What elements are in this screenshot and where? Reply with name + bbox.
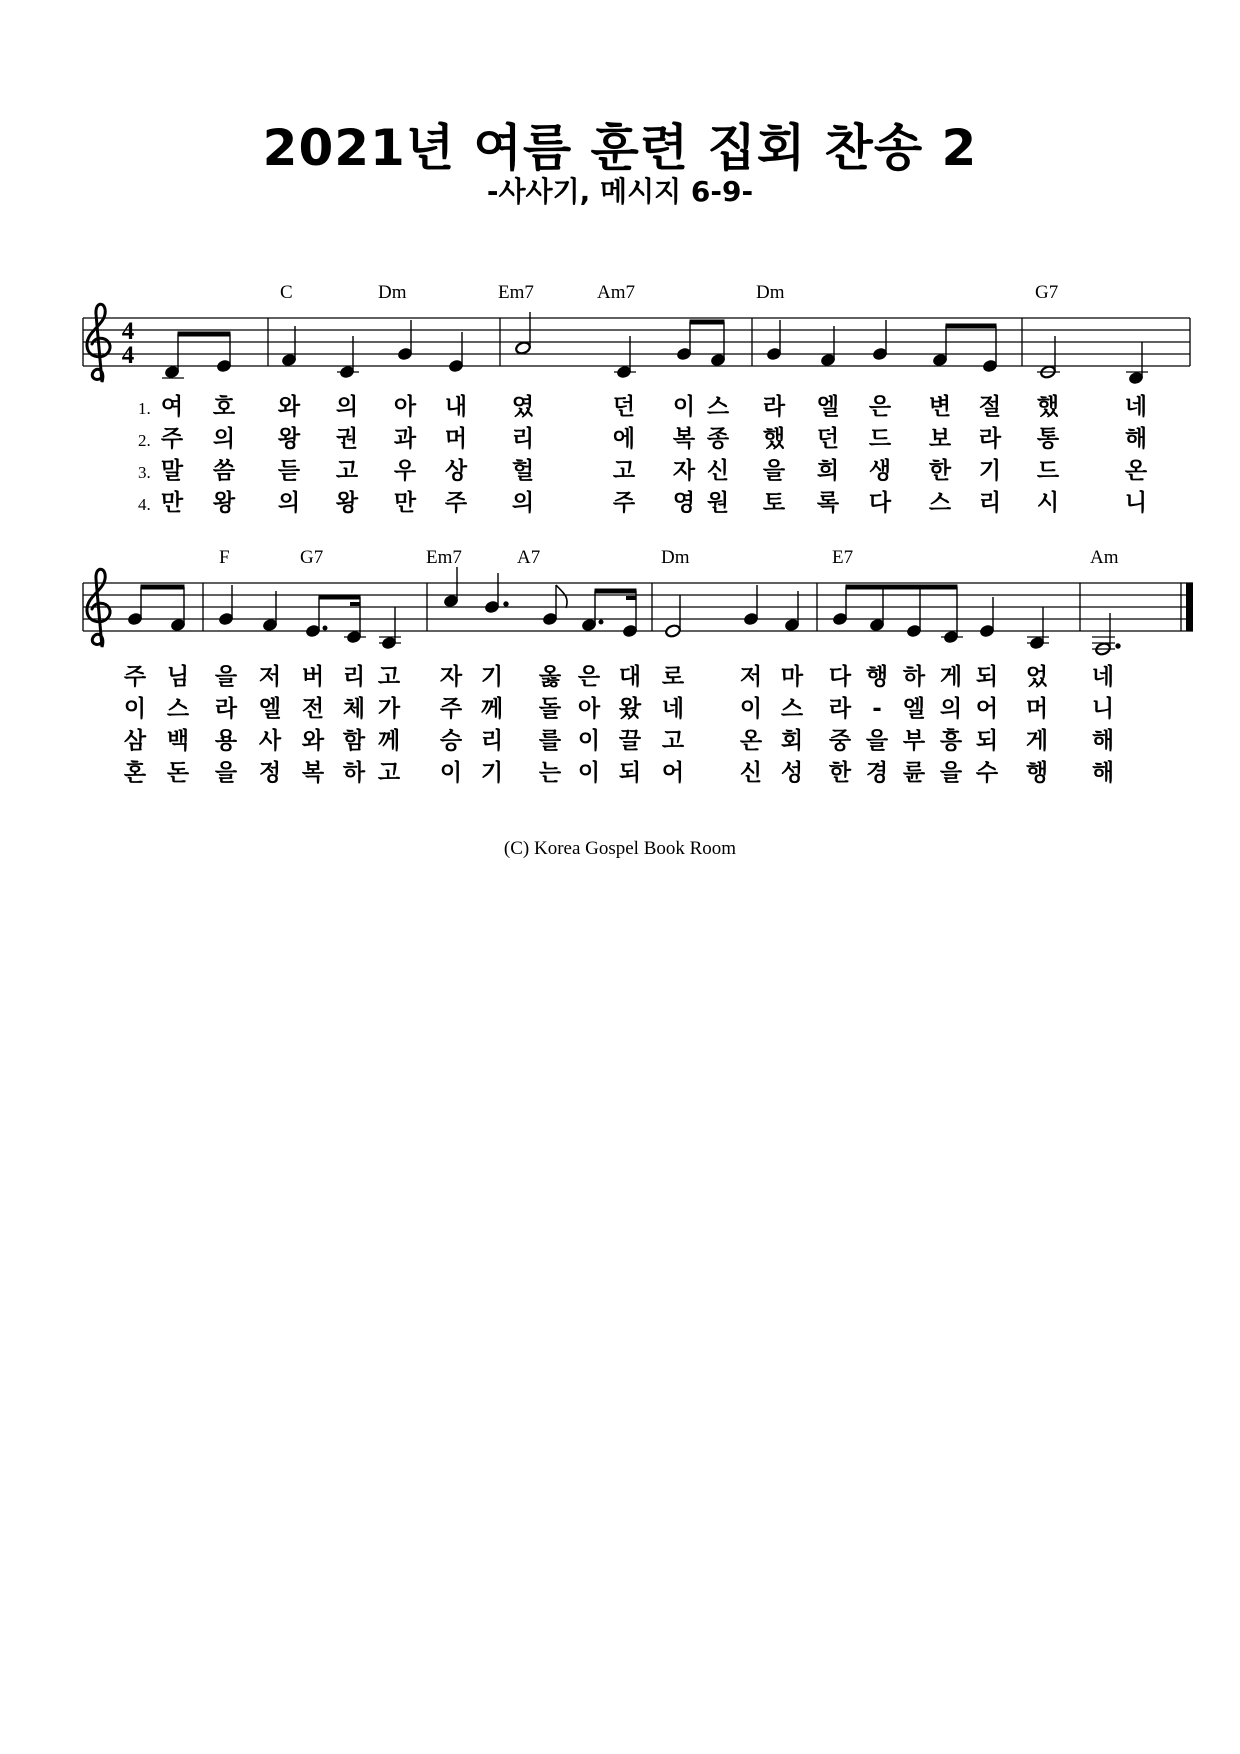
final-barline-thick	[1186, 583, 1193, 631]
lyric-syllable: 삼	[123, 728, 147, 754]
lyric-syllable: 리	[511, 426, 535, 452]
verse-number: 2.	[138, 431, 151, 450]
lyric-syllable: 이	[577, 728, 601, 754]
song-title: 2021년 여름 훈련 집회 찬송 2	[262, 119, 978, 177]
lyric-syllable: 호	[212, 394, 236, 420]
lyric-syllable: 이	[739, 696, 763, 722]
lyric-syllable: 엘	[902, 696, 926, 722]
verse-number: 4.	[138, 495, 151, 514]
lyric-syllable: 라	[978, 426, 1002, 452]
lyric-syllable: 와	[301, 728, 325, 754]
lyric-syllable: 승	[439, 728, 463, 754]
lyric-syllable: 보	[928, 426, 952, 452]
lyric-syllable: 왔	[618, 696, 642, 722]
lyric-syllable: 리	[342, 664, 366, 690]
time-signature-bottom: 4	[121, 342, 135, 369]
chord-symbol: Am	[1090, 547, 1119, 568]
lyric-syllable: 상	[444, 458, 468, 484]
lyric-syllable: 한	[928, 458, 952, 484]
lyric-syllable: 로	[661, 664, 685, 690]
lyric-syllable: 리	[480, 728, 504, 754]
lyric-syllable: 되	[975, 664, 999, 690]
lyric-syllable: 네	[1124, 394, 1148, 420]
notes-system-1	[162, 312, 1148, 385]
lyric-syllable: 복	[672, 426, 696, 452]
lyric-syllable: 던	[612, 394, 636, 420]
lyric-syllable: 님	[166, 664, 190, 690]
lyric-syllable: 던	[816, 426, 840, 452]
lyric-syllable: 과	[393, 426, 417, 452]
staff-system-1	[83, 282, 1190, 516]
lyric-syllable: 행	[1025, 760, 1049, 786]
lyric-syllable: -	[872, 696, 882, 722]
lyric-syllable: 씀	[212, 458, 236, 484]
lyric-syllable: 이	[672, 394, 696, 420]
lyrics-system-2	[124, 663, 1114, 786]
lyric-syllable: 네	[1091, 664, 1115, 690]
lyric-syllable: 한	[828, 760, 852, 786]
lyric-syllable: 돌	[538, 696, 562, 722]
lyric-syllable: 었	[1025, 664, 1049, 690]
lyric-syllable: 와	[277, 394, 301, 420]
lyric-syllable: 어	[661, 760, 685, 786]
lyric-syllable: 니	[1091, 696, 1115, 722]
lyric-syllable: 버	[301, 664, 325, 690]
lyric-syllable: 게	[939, 664, 963, 690]
chord-symbol: Em7	[426, 547, 462, 568]
chord-symbol: Dm	[756, 282, 785, 303]
lyric-syllable: 드	[868, 426, 892, 452]
lyric-syllable: 고	[335, 458, 359, 484]
chord-symbol: Em7	[498, 282, 534, 303]
lyric-syllable: 통	[1036, 426, 1060, 452]
lyric-syllable: 왕	[212, 490, 236, 516]
lyric-syllable: 해	[1124, 426, 1148, 452]
lyric-syllable: 생	[868, 458, 892, 484]
lyric-syllable: 다	[868, 490, 892, 516]
lyric-syllable: 머	[444, 426, 468, 452]
lyric-syllable: 기	[480, 760, 504, 786]
lyric-syllable: 의	[939, 696, 963, 722]
lyric-syllable: 께	[480, 696, 504, 722]
lyric-syllable: 은	[577, 664, 601, 690]
treble-clef-icon	[87, 569, 110, 647]
lyric-syllable: 의	[212, 426, 236, 452]
lyric-syllable: 을	[939, 760, 963, 786]
lyric-syllable: 기	[978, 458, 1002, 484]
chord-symbol: Am7	[597, 282, 635, 303]
lyric-syllable: 스	[706, 394, 730, 420]
lyric-syllable: 원	[706, 490, 730, 516]
lyric-syllable: 은	[868, 394, 892, 420]
chord-symbol: G7	[1035, 282, 1059, 303]
lyric-syllable: 토	[762, 490, 786, 516]
lyric-syllable: 였	[511, 394, 535, 420]
lyric-syllable: 는	[538, 760, 562, 786]
lyric-syllable: 하	[902, 664, 926, 690]
lyric-syllable: 록	[816, 490, 840, 516]
lyric-syllable: 백	[166, 728, 190, 754]
lyric-syllable: 라	[762, 394, 786, 420]
lyric-syllable: 해	[1091, 760, 1115, 786]
lyric-syllable: 륜	[902, 760, 926, 786]
lyric-syllable: 정	[258, 760, 282, 786]
lyric-syllable: 왕	[335, 490, 359, 516]
chord-symbol: C	[280, 282, 293, 303]
lyric-syllable: 주	[444, 490, 468, 516]
lyric-syllable: 주	[123, 664, 147, 690]
lyric-syllable: 다	[828, 664, 852, 690]
lyric-syllable: 성	[780, 760, 804, 786]
lyric-syllable: 만	[160, 490, 184, 516]
lyric-syllable: 돈	[166, 760, 190, 786]
lyric-syllable: 께	[377, 728, 401, 754]
lyric-syllable: 리	[978, 490, 1002, 516]
lyric-syllable: 옳	[538, 664, 562, 690]
chord-symbol: G7	[300, 547, 324, 568]
lyric-syllable: 복	[301, 760, 325, 786]
lyric-syllable: 희	[816, 458, 840, 484]
lyric-syllable: 주	[439, 696, 463, 722]
lyric-syllable: 사	[258, 728, 282, 754]
song-subtitle: -사사기, 메시지 6-9-	[486, 175, 754, 208]
lyric-syllable: 스	[780, 696, 804, 722]
lyric-syllable: 끌	[618, 728, 642, 754]
lyric-syllable: 기	[480, 664, 504, 690]
lyric-syllable: 의	[277, 490, 301, 516]
lyric-syllable: 되	[975, 728, 999, 754]
lyric-syllable: 어	[975, 696, 999, 722]
lyric-syllable: 가	[377, 696, 401, 722]
lyric-syllable: 머	[1025, 696, 1049, 722]
lyric-syllable: 온	[1124, 458, 1148, 484]
lyric-syllable: 주	[612, 490, 636, 516]
chord-symbol: Dm	[661, 547, 690, 568]
lyric-syllable: 고	[661, 728, 685, 754]
lyric-syllable: 용	[214, 728, 238, 754]
lyric-syllable: 시	[1036, 490, 1060, 516]
lyric-syllable: 아	[577, 696, 601, 722]
time-signature-top: 4	[121, 318, 135, 345]
lyric-syllable: 고	[612, 458, 636, 484]
verse-number: 1.	[138, 399, 151, 418]
lyric-syllable: 전	[301, 696, 325, 722]
lyric-syllable: 게	[1025, 728, 1049, 754]
lyric-syllable: 하	[342, 760, 366, 786]
copyright-notice: (C) Korea Gospel Book Room	[503, 838, 737, 859]
lyric-syllable: 아	[393, 394, 417, 420]
lyric-syllable: 했	[762, 426, 786, 452]
lyric-syllable: 주	[160, 426, 184, 452]
lyric-syllable: 자	[439, 664, 463, 690]
lyric-syllable: 행	[865, 664, 889, 690]
lyric-syllable: 라	[828, 696, 852, 722]
treble-clef-icon	[87, 304, 110, 382]
lyric-syllable: 되	[618, 760, 642, 786]
lyric-syllable: 여	[160, 394, 184, 420]
lyric-syllable: 만	[393, 490, 417, 516]
lyric-syllable: 네	[661, 696, 685, 722]
lyric-syllable: 절	[978, 394, 1002, 420]
verse-number: 3.	[138, 463, 151, 482]
chord-symbol: Dm	[378, 282, 407, 303]
chord-symbol: E7	[832, 547, 854, 568]
lyric-syllable: 부	[902, 728, 926, 754]
lyric-syllable: 온	[739, 728, 763, 754]
staff-system-2	[83, 547, 1193, 786]
lyric-syllable: 왕	[277, 426, 301, 452]
lyric-syllable: 대	[618, 664, 642, 690]
lyric-syllable: 함	[342, 728, 366, 754]
lyric-syllable: 수	[975, 760, 999, 786]
lyric-syllable: 말	[160, 458, 184, 484]
lyric-syllable: 드	[1036, 458, 1060, 484]
lyric-syllable: 스	[928, 490, 952, 516]
lyric-syllable: 종	[706, 426, 730, 452]
lyric-syllable: 이	[577, 760, 601, 786]
lyric-syllable: 저	[739, 664, 763, 690]
lyric-syllable: 내	[444, 394, 468, 420]
lyric-syllable: 흥	[939, 728, 963, 754]
lyric-syllable: 고	[377, 664, 401, 690]
lyric-syllable: 헐	[511, 458, 535, 484]
lyric-syllable: 자	[672, 458, 696, 484]
lyrics-system-1	[161, 393, 1148, 516]
lyric-syllable: 라	[214, 696, 238, 722]
lyric-syllable: 듣	[277, 458, 301, 484]
lyric-syllable: 의	[335, 394, 359, 420]
lyric-syllable: 스	[166, 696, 190, 722]
lyric-syllable: 에	[612, 426, 636, 452]
lyric-syllable: 을	[214, 664, 238, 690]
lyric-syllable: 신	[706, 458, 730, 484]
lyric-syllable: 엘	[258, 696, 282, 722]
lyric-syllable: 권	[335, 426, 359, 452]
lyric-syllable: 혼	[123, 760, 147, 786]
chord-symbol: A7	[517, 547, 541, 568]
lyric-syllable: 이	[123, 696, 147, 722]
lyric-syllable: 이	[439, 760, 463, 786]
lyric-syllable: 우	[393, 458, 417, 484]
lyric-syllable: 을	[762, 458, 786, 484]
lyric-syllable: 을	[214, 760, 238, 786]
lyric-syllable: 영	[672, 490, 696, 516]
chord-symbol: F	[219, 547, 230, 568]
lyric-syllable: 변	[928, 394, 952, 420]
lyric-syllable: 체	[342, 696, 366, 722]
lyric-syllable: 했	[1036, 394, 1060, 420]
lyric-syllable: 경	[865, 760, 889, 786]
lyric-syllable: 를	[538, 728, 562, 754]
lyric-syllable: 고	[377, 760, 401, 786]
lyric-syllable: 엘	[816, 394, 840, 420]
lyric-syllable: 중	[828, 728, 852, 754]
lyric-syllable: 니	[1124, 490, 1148, 516]
lyric-syllable: 을	[865, 728, 889, 754]
lyric-syllable: 회	[780, 728, 804, 754]
lyric-syllable: 저	[258, 664, 282, 690]
lyric-syllable: 마	[780, 664, 804, 690]
lyric-syllable: 신	[739, 760, 763, 786]
notes-system-2	[127, 567, 1120, 656]
lyric-syllable: 의	[511, 490, 535, 516]
lyric-syllable: 해	[1091, 728, 1115, 754]
